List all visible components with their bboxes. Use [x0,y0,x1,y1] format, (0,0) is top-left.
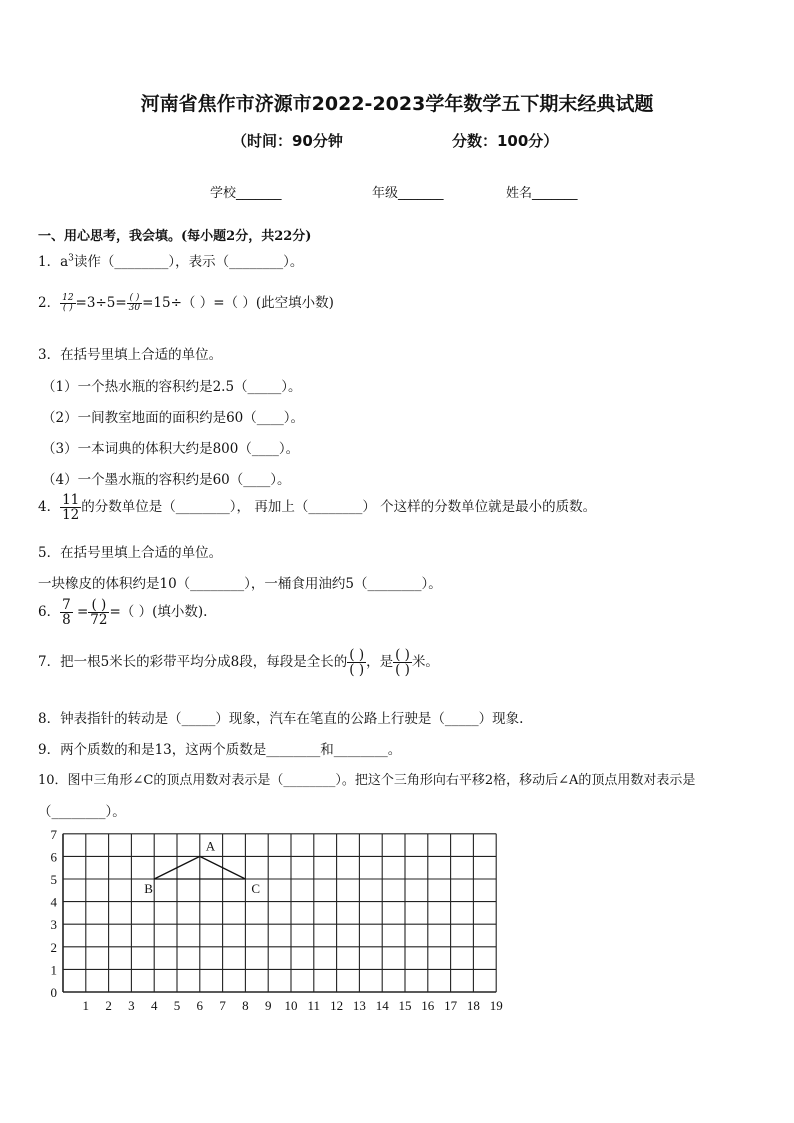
q7-fraction-2 [393,648,412,677]
question-5-stem: 5．在括号里填上合适的单位。 [38,545,223,561]
x-tick-label: 11 [307,998,321,1013]
q4-number: 4． [38,499,61,516]
question-3-item-4: （4）一个墨水瓶的容积约是60（____）。 [42,472,291,488]
q7-text-1: 7．把一根5米长的彩带平均分成8段，每段是全长的 [38,654,348,671]
question-6 [38,598,207,627]
question-4 [38,493,596,522]
exam-score: 分数：100分） [452,132,559,150]
y-tick-label: 6 [50,849,57,865]
question-8: 8．钟表指针的转动是（_____）现象，汽车在笔直的公路上行驶是（_____）现象. [38,711,524,727]
school-field: 学校_______ [210,186,282,201]
q6-rest: =（ ）(填小数). [109,604,208,621]
x-tick-label: 16 [421,998,435,1013]
question-10-line-1: 10．图中三角形∠C的顶点用数对表示是（________）。把这个三角形向右平移2格，移动后∠A的顶点用数对表示是 [38,773,696,788]
q6-fraction-1 [60,598,73,627]
grade-field: 年级_______ [372,186,444,201]
x-tick-label: 15 [398,998,412,1013]
q2-f2-numerator: ( ) [127,294,142,304]
question-7 [38,648,439,677]
x-tick-label: 7 [219,998,226,1013]
q2-f2-denominator: 30 [128,303,141,313]
question-3-item-1: （1）一个热水瓶的容积约是2.5（_____）。 [42,379,302,395]
q7-fraction-1 [347,648,366,677]
q7-f1-numerator: ( ) [349,647,365,663]
exam-time: （时间：90分钟 [232,132,343,150]
q6-f2-denominator: 72 [90,612,108,629]
q6-f1-numerator: 7 [62,597,71,613]
q7-f1-denominator: ( ) [349,662,365,679]
x-tick-label: 4 [150,998,158,1013]
q2-f1-numerator: 12 [62,292,74,303]
y-tick-label: 0 [50,985,57,1000]
x-tick-label: 9 [264,998,272,1013]
q4-numerator: 11 [62,492,80,508]
question-9: 9．两个质数的和是13，这两个质数是________和________。 [38,742,402,758]
q7-text-3: 米。 [411,654,439,671]
x-tick-label: 3 [128,998,135,1013]
q4-denominator: 12 [62,507,80,524]
q6-fraction-2 [88,598,109,627]
q1-exponent: 3 [68,253,74,264]
y-tick-label: 1 [50,962,57,978]
coordinate-grid [30,826,510,1026]
question-3-item-3: （3）一本词典的体积大约是800（____）。 [42,441,300,457]
q2-fraction-2 [127,294,142,314]
x-tick-label: 8 [242,998,249,1013]
q4-fraction [60,493,81,522]
coordinate-grid-figure [30,826,510,1026]
y-tick-label: 5 [50,872,57,887]
q7-f2-numerator: ( ) [395,647,410,663]
q4-rest: 的分数单位是（________）， 再加上（________） 个这样的分数单位就是最小的质数。 [81,499,597,516]
x-tick-label: 18 [466,998,480,1013]
q2-number: 2． [38,295,61,311]
y-tick-label: 4 [50,894,57,910]
q1-rest: 读作（________），表示（________）。 [73,254,304,270]
vertex-label-b: B [144,881,153,896]
section-heading: 一、用心思考，我会填。(每小题2分，共22分) [38,229,312,244]
question-1 [38,250,303,270]
question-10-line-2: （________）。 [38,804,126,820]
question-3-item-2: （2）一间教室地面的面积约是60（____）。 [42,410,305,426]
x-tick-label: 10 [284,998,298,1013]
q6-equals: = [76,604,89,621]
vertex-label-a: A [205,838,216,854]
y-tick-label: 3 [50,917,57,933]
q7-text-2: ，是 [366,654,394,671]
q6-number: 6． [38,604,61,621]
q2-mid: =3÷5= [75,295,127,311]
q7-f2-denominator: ( ) [395,662,410,679]
question-2 [38,291,334,313]
x-tick-label: 6 [196,998,204,1013]
x-tick-label: 14 [375,998,389,1013]
vertex-label-c: C [251,881,261,896]
name-field: 姓名_______ [506,186,578,201]
y-tick-label: 2 [50,939,57,955]
q2-rest: =15÷（ ）=（ ）(此空填小数) [142,295,334,311]
x-tick-label: 19 [489,998,503,1013]
q1-prefix: 1．a [38,254,69,270]
x-tick-label: 2 [105,998,112,1013]
y-tick-label: 7 [50,826,57,842]
q2-fraction-1 [60,294,75,314]
x-tick-label: 17 [444,998,458,1013]
q6-f2-numerator: ( ) [88,598,109,613]
x-tick-label: 1 [82,998,90,1013]
x-tick-label: 13 [352,998,366,1013]
page-title: 河南省焦作市济源市2022-2023学年数学五下期末经典试题 [140,93,654,115]
q6-f1-denominator: 8 [62,612,71,629]
q2-f1-denominator: ( ) [62,303,73,313]
x-tick-label: 12 [330,998,344,1013]
x-tick-label: 5 [173,998,181,1013]
question-5-line: 一块橡皮的体积约是10（________），一桶食用油约5（________）。 [38,576,442,592]
question-3-stem: 3．在括号里填上合适的单位。 [38,347,223,363]
